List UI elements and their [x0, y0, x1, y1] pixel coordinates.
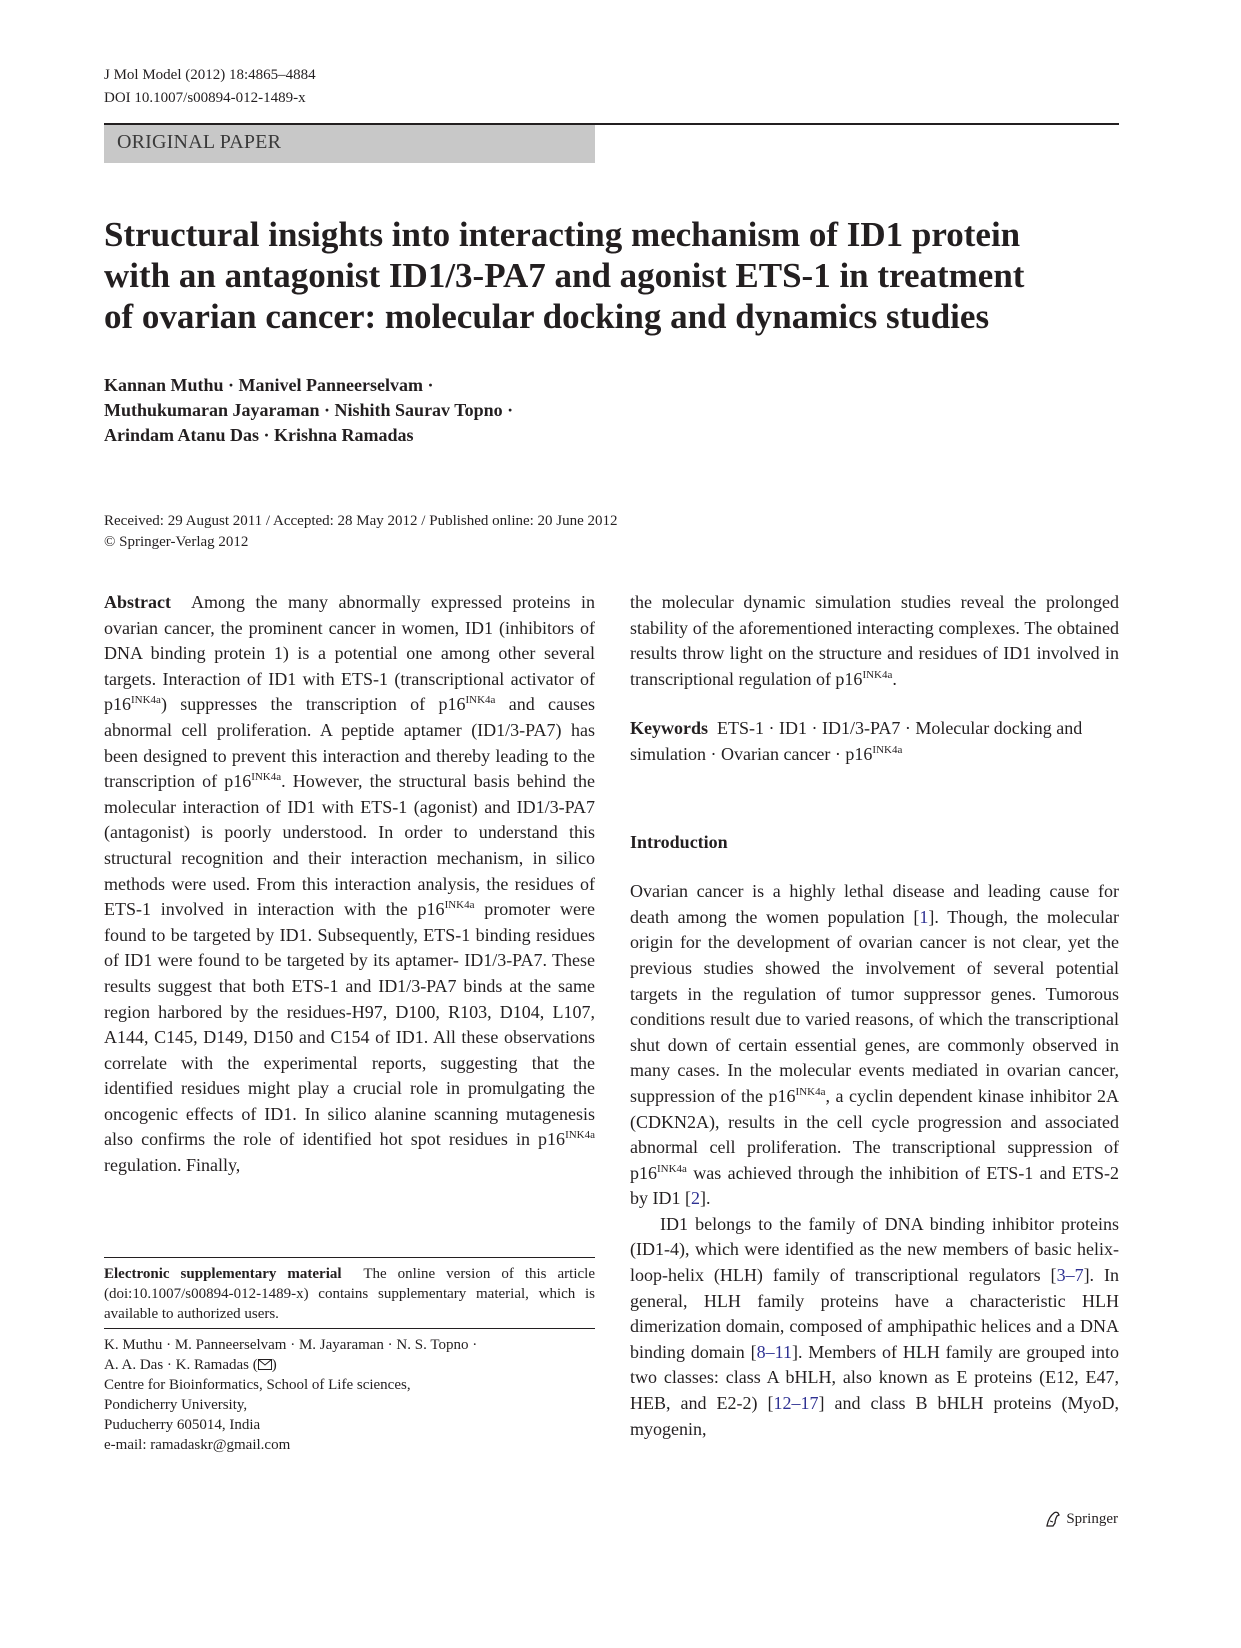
reference-link[interactable]: 2 — [691, 1188, 700, 1209]
intro-paragraph: Ovarian cancer is a highly lethal disease and leading cause for death among the women population [1]. Though, the molecular origin for the development of ovarian cancer is not clear, yet the previous studies showed the involvement of several potential targets in the regulation of tumor suppressor genes. Tumorous conditions result due to varied reasons, of which the transcriptional shut down of certain essential genes, are commonly observed in many cases. In the molecular events mediated in ovarian cancer, suppression of the $p16^{INK4a}$, a cyclin dependent kinase inhibitor 2A (CDKN2A), results in the cell cycle progression and associated abnormal cell proliferation. The transcriptional suppression of $p16^{INK4a}$ was achieved through the inhibition of ETS-1 and ETS-2 by ID1 [2]. — [630, 881, 1120, 1209]
abstract-continued: the molecular dynamic simulation studies reveal the prolonged stability of the aforementioned interacting complexes. The obtained results throw light on the structure and residues of ID1 involved in transcriptional regulation of $p16^{INK4a}$. — [630, 592, 1119, 689]
esm-text: The online version of this article (doi:10.1007/s00894-012-1489-x) contains supplementary material, which is available to authorized users. — [104, 1266, 595, 1322]
affiliation-authors: K. Muthu · M. Panneerselvam · M. Jayaraman · N. S. Topno · — [104, 1337, 478, 1353]
keywords-label: Keywords — [630, 718, 708, 739]
article-type-label: ORIGINAL PAPER — [117, 131, 282, 153]
reference-link[interactable]: 8–11 — [756, 1341, 792, 1362]
introduction-heading: Introduction — [630, 831, 728, 852]
history-line: Received: 29 August 2011 / Accepted: 28 May 2012 / Published online: 20 June 2012 — [104, 513, 618, 529]
affiliation-authors: A. A. Das · K. Ramadas — [104, 1357, 249, 1373]
title-line: Structural insights into interacting mechanism of ID1 protein — [104, 215, 1021, 254]
springer-horse-icon — [1044, 1510, 1062, 1528]
affiliation-line: Centre for Bioinformatics, School of Life sciences, — [104, 1377, 411, 1393]
publisher-name: Springer — [1066, 1510, 1118, 1527]
publisher-logo — [1044, 1510, 1118, 1528]
journal-line: J Mol Model (2012) 18:4865–4884 — [104, 67, 316, 83]
author-line: Arindam Atanu Das · Krishna Ramadas — [104, 425, 414, 445]
author-line: Kannan Muthu · Manivel Panneerselvam · — [104, 375, 434, 395]
footnote-rule — [104, 1257, 595, 1258]
author-list — [104, 373, 513, 448]
author-line: Muthukumaran Jayaraman · Nishith Saurav Topno · — [104, 400, 514, 420]
abstract-label: Abstract — [104, 592, 171, 612]
affiliation-block: K. Muthu · M. Panneerselvam · M. Jayaraman · N. S. Topno · A. A. Das · K. Ramadas ( ) Centre for Bioinformatics, School of Life sciences, Pondicherry University, Puducherry 605014, India e-mail: ramadaskr@gmail.com — [104, 1335, 595, 1455]
title-line: with an antagonist ID1/3-PA7 and agonist ETS-1 in treatment — [104, 256, 1025, 295]
esm-label: Electronic supplementary material — [104, 1266, 342, 1282]
left-column — [104, 590, 595, 1179]
envelope-icon — [258, 1357, 272, 1373]
right-column — [630, 590, 1119, 1442]
affiliation-line: Puducherry 605014, India — [104, 1417, 261, 1433]
paper-title — [104, 214, 1064, 337]
affiliation-line: Pondicherry University, — [104, 1397, 248, 1413]
reference-link[interactable]: 1 — [919, 906, 929, 927]
affiliation-email[interactable]: e-mail: ramadaskr@gmail.com — [104, 1437, 291, 1453]
reference-link[interactable]: 12–17 — [773, 1393, 819, 1414]
journal-citation — [104, 64, 316, 110]
intro-paragraph: ID1 belongs to the family of DNA binding inhibitor proteins (ID1-4), which were identified as the new members of basic helix-loop-helix (HLH) family of transcriptional regulators [3–7]. In general, HLH family proteins have a characteristic HLH dimerization domain, composed of amphipathic helices and a DNA binding domain [8–11]. Members of HLH family are grouped into two classes: class A bHLH, also known as E proteins (E12, E47, HEB, and E2-2) [12–17] and class B bHLH proteins (MyoD, myogenin, — [630, 1213, 1120, 1439]
article-type-banner — [104, 125, 595, 163]
doi-line: DOI 10.1007/s00894-012-1489-x — [104, 90, 306, 106]
keywords-text: ETS-1 · ID1 · ID1/3-PA7 · Molecular docking and simulation · Ovarian cancer · p16 — [630, 718, 1083, 764]
footnote-rule — [104, 1328, 595, 1329]
abstract: Abstract Among the many abnormally expressed proteins in ovarian cancer, the prominent cancer in women, ID1 (inhibitors of DNA binding protein 1) is a potential one among other several targets. Interaction of ID1 with ETS-1 (transcriptional activator of $p16^{INK4a}$) suppresses the transcription of $p16^{INK4a}$ and causes abnormal cell proliferation. A peptide aptamer (ID1/3-PA7) has been designed to prevent this interaction and thereby leading to the transcription of $p16^{INK4a}$. However, the structural basis behind the molecular interaction of ID1 with ETS-1 (agonist) and ID1/3-PA7 (antagonist) is poorly understood. In order to understand this structural recognition and their interaction mechanism, in silico methods were used. From this interaction analysis, the residues of ETS-1 involved in interaction with the $p16^{INK4a}$ promoter were found to be targeted by ID1. Subsequently, ETS-1 binding residues of ID1 were found to be targeted by its aptamer- ID1/3-PA7. These results suggest that both ETS-1 and ID1/3-PA7 binds at the same region harbored by the residues-H97, D100, R103, D104, L107, A144, C145, D149, D150 and C154 of ID1. All these observations correlate with the experimental reports, suggesting that the identified residues might play a crucial role in promulgating the oncogenic effects of ID1. In silico alanine scanning mutagenesis also confirms the role of identified hot spot residues in $p16^{INK4a}$ regulation. Finally, — [104, 592, 596, 1176]
copyright-line: © Springer-Verlag 2012 — [104, 534, 249, 550]
reference-link[interactable]: 3–7 — [1056, 1265, 1084, 1286]
publication-history — [104, 511, 618, 553]
supplementary-note — [104, 1264, 595, 1324]
keywords: Keywords ETS-1 · ID1 · ID1/3-PA7 · Molecular docking and simulation · Ovarian cancer · $p16^{INK4a}$ — [630, 718, 1083, 764]
title-line: of ovarian cancer: molecular docking and dynamics studies — [104, 297, 990, 336]
